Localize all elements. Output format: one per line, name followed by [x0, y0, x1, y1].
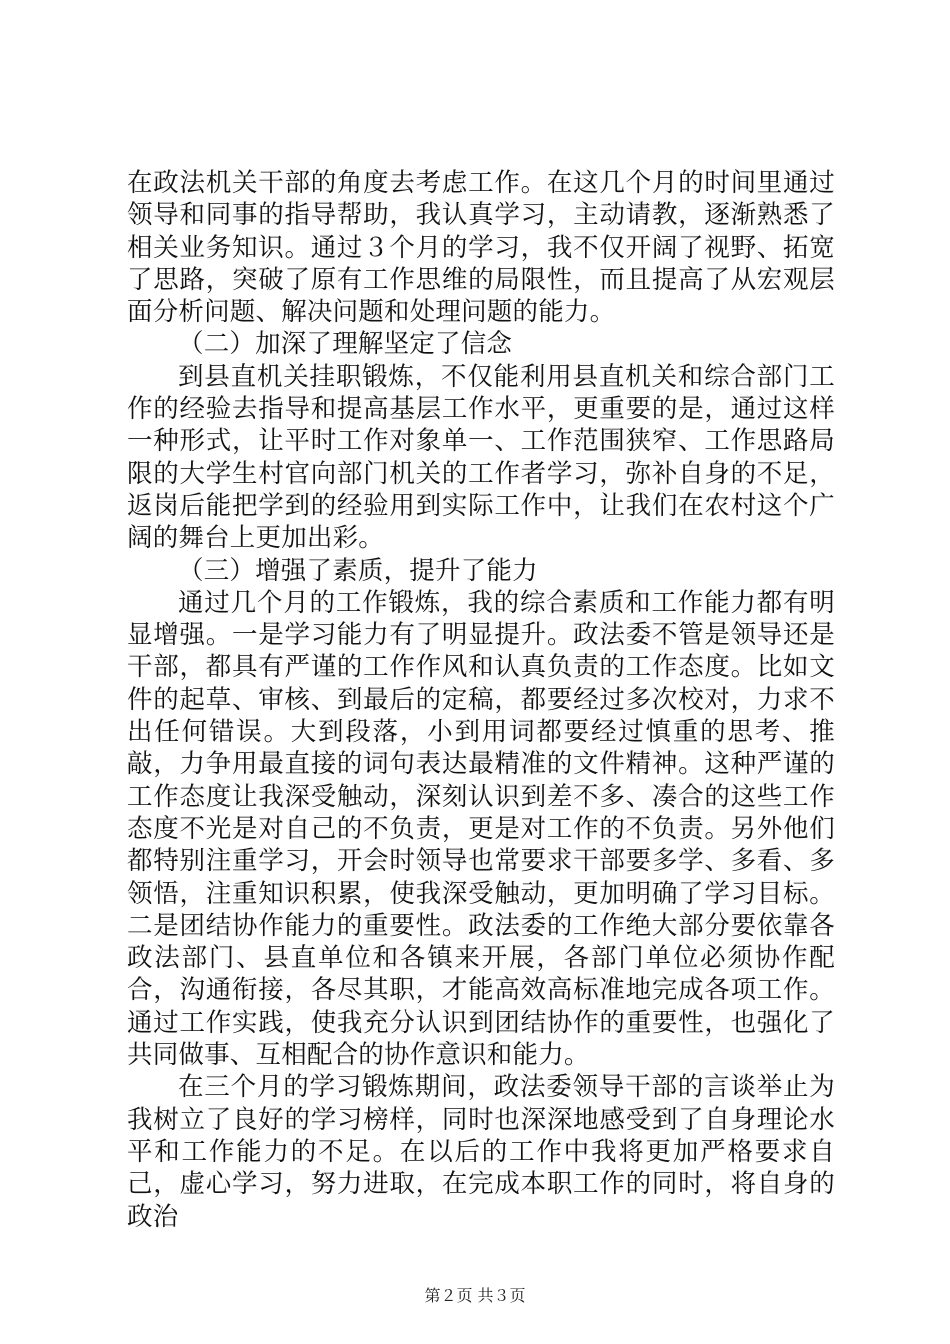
paragraph-body: 在三个月的学习锻炼期间，政法委领导干部的言谈举止为我树立了良好的学习榜样，同时也深深地感受到了自身理论水平和工作能力的不足。在以后的工作中我将更加严格要求自己，虚心学习，努力进取，在完成本职工作的同时，将自身的政治 — [127, 1072, 835, 1232]
section-heading-2: （二）加深了理解坚定了信念 — [178, 329, 513, 360]
paragraph-body: 通过几个月的工作锻炼，我的综合素质和工作能力都有明显增强。一是学习能力有了明显提升。政法委不管是领导还是干部，都具有严谨的工作作风和认真负责的工作态度。比如文件的起草、审核、到最后的定稿，都要经过多次校对，力求不出任何错误。大到段落，小到用词都要经过慎重的思考、推敲，力争用最直接的词句表达最精准的文件精神。这种严谨的工作态度让我深受触动，深刻认识到差不多、凑合的这些工作态度不光是对自己的不负责，更是对工作的不负责。另外他们都特别注重学习，开会时领导也常要求干部要多学、多看、多领悟，注重知识积累，使我深受触动，更加明确了学习目标。二是团结协作能力的重要性。政法委的工作绝大部分要依靠各政法部门、县直单位和各镇来开展，各部门单位必须协作配合，沟通衔接，各尽其职，才能高效高标准地完成各项工作。通过工作实践，使我充分认识到团结协作的重要性，也强化了共同做事、互相配合的协作意识和能力。 — [127, 587, 835, 1071]
paragraph-body: 到县直机关挂职锻炼，不仅能利用县直机关和综合部门工作的经验去指导和提高基层工作水平，更重要的是，通过这样一种形式，让平时工作对象单一、工作范围狭窄、工作思路局限的大学生村官向部门机关的工作者学习，弥补自身的不足，返岗后能把学到的经验用到实际工作中，让我们在农村这个广阔的舞台上更加出彩。 — [127, 361, 835, 554]
paragraph-continuation: 在政法机关干部的角度去考虑工作。在这几个月的时间里通过领导和同事的指导帮助，我认真学习，主动请教，逐渐熟悉了相关业务知识。通过３个月的学习，我不仅开阔了视野、拓宽了思路，突破了原有工作思维的局限性，而且提高了从宏观层面分析问题、解决问题和处理问题的能力。 — [127, 168, 835, 328]
document-body — [127, 167, 835, 1233]
section-heading-3: （三）增强了素质，提升了能力 — [178, 555, 538, 586]
page-number-footer: 第２页 共３页 — [424, 1286, 526, 1305]
